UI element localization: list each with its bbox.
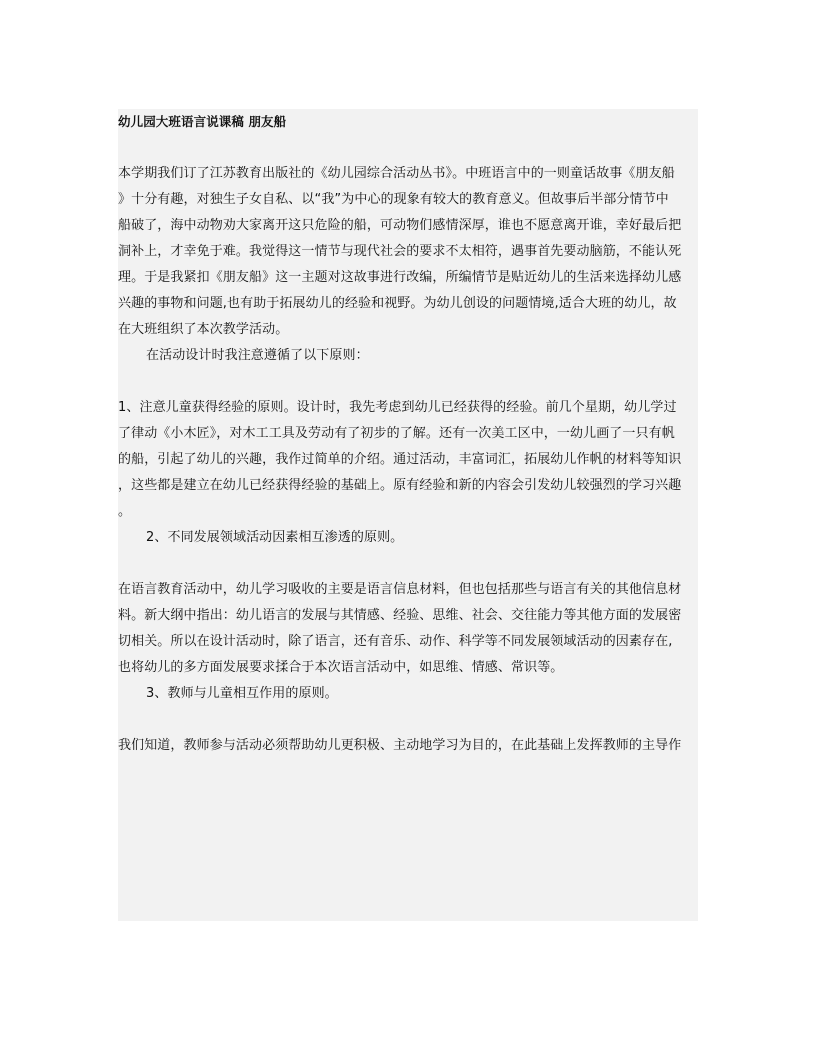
principle-3-heading: 3、教师与儿童相互作用的原则。 <box>146 686 338 701</box>
paragraph-line: 也将幼儿的多方面发展要求揉合于本次语言活动中，如思维、情感、常识等。 <box>118 660 564 675</box>
paragraph-line: 的船，引起了幼儿的兴趣，我作过简单的介绍。通过活动，丰富词汇，拓展幼儿作帆的材料等知识 <box>118 452 682 467</box>
spacer <box>118 369 698 395</box>
paragraph-line: 。 <box>118 504 132 519</box>
paragraph-line: 1、注意儿童获得经验的原则。设计时，我先考虑到幼儿已经获得的经验。前几个星期，幼儿学过 <box>118 400 677 415</box>
paragraph-line: 兴趣的事物和问题,也有助于拓展幼儿的经验和视野。为幼儿创设的问题情境,适合大班的幼儿，故 <box>118 296 677 311</box>
paragraph-line: 我们知道，教师参与活动必须帮助幼儿更积极、主动地学习为目的，在此基础上发挥教师的主导作 <box>118 738 682 753</box>
paragraph-line: 在大班组织了本次教学活动。 <box>118 322 289 337</box>
principle-3-paragraph <box>118 733 698 759</box>
principle-2-paragraph <box>118 577 698 681</box>
principle-1-paragraph <box>118 395 698 525</box>
intro-paragraph <box>118 161 698 343</box>
principles-intro: 在活动设计时我注意遵循了以下原则： <box>146 348 369 363</box>
paragraph-line: 理。于是我紧扣《朋友船》这一主题对这故事进行改编，所编情节是贴近幼儿的生活来选择幼儿感 <box>118 270 682 285</box>
spacer <box>118 135 698 161</box>
document-body <box>118 109 698 759</box>
paragraph-line: 洞补上，才幸免于难。我觉得这一情节与现代社会的要求不太相符，遇事首先要动脑筋，不能认死 <box>118 244 682 259</box>
spacer <box>118 551 698 577</box>
paragraph-line: 了律动《小木匠》，对木工工具及劳动有了初步的了解。还有一次美工区中，一幼儿画了一只有帆 <box>118 426 675 441</box>
paragraph-line: 料。新大纲中指出：幼儿语言的发展与其情感、经验、思维、社会、交往能力等其他方面的发展密 <box>118 608 682 623</box>
document-title: 幼儿园大班语言说课稿 朋友船 <box>118 114 287 129</box>
paragraph-line: 本学期我们订了江苏教育出版社的《幼儿园综合活动丛书》。中班语言中的一则童话故事《朋友船 <box>118 166 675 181</box>
paragraph-line: ，这些都是建立在幼儿已经获得经验的基础上。原有经验和新的内容会引发幼儿较强烈的学习兴趣 <box>118 478 682 493</box>
paragraph-line: 切相关。所以在设计活动时，除了语言，还有音乐、动作、科学等不同发展领域活动的因素存在, <box>118 634 673 649</box>
principle-2-heading: 2、不同发展领域活动因素相互渗透的原则。 <box>146 530 404 545</box>
paragraph-line: 船破了，海中动物劝大家离开这只危险的船，可动物们感情深厚，谁也不愿意离开谁，幸好最后把 <box>118 218 682 233</box>
spacer <box>118 707 698 733</box>
paragraph-line: 在语言教育活动中，幼儿学习吸收的主要是语言信息材料，但也包括那些与语言有关的其他信息材 <box>118 582 682 597</box>
paragraph-line: 》十分有趣，对独生子女自私、以“我”为中心的现象有较大的教育意义。但故事后半部分情节中 <box>118 192 669 207</box>
